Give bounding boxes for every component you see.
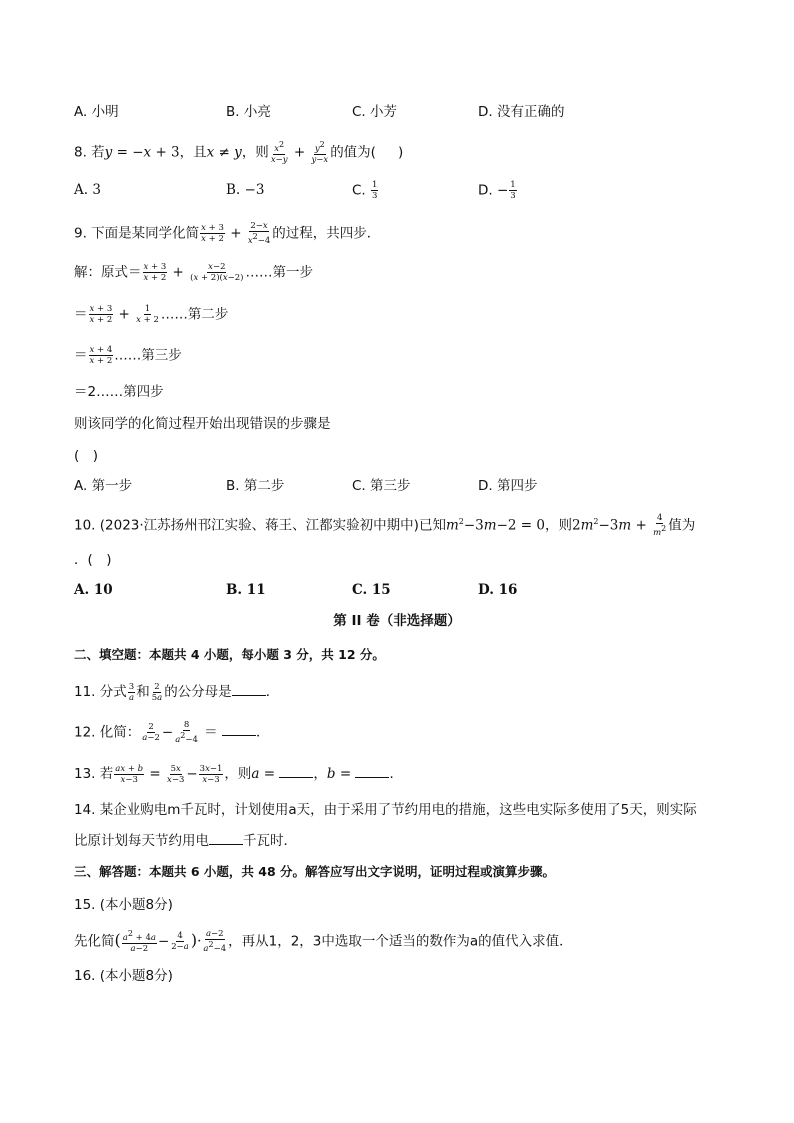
q14-blank[interactable]	[209, 830, 243, 845]
q9-option-c: C. 第三步	[352, 478, 411, 494]
section-2-title: 第 II 卷（非选择题）	[333, 613, 461, 629]
q9-option-a: A. 第一步	[74, 478, 133, 494]
q15-question: 先化简( $\frac{a^2 + 4a}{a-2}$ − $\frac{4}{2-a}$ )· $\frac{a-2}{a^2-4}$ ，再从1，2，3中选取一个适当的数作为a的值代入求值．	[74, 929, 573, 954]
q14-line-1: 14. 某企业购电m千瓦时，计划使用a天，由于采用了节约用电的措施，这些电实际多使用了5天，则实际	[74, 802, 697, 818]
q10-option-c: C. 15	[352, 582, 391, 598]
q13-question: 13. 若 $\frac{ax + b}{x-3}$ = $\frac{5x}{x-3}$ − $\frac{3x-1}{x-3}$ ，则a = ，b = ．	[74, 763, 403, 785]
q12-blank[interactable]	[222, 721, 256, 736]
q9-option-b: B. 第二步	[226, 478, 285, 494]
q13-blank-b[interactable]	[355, 763, 389, 778]
q13-blank-a[interactable]	[279, 763, 313, 778]
q9-step-1: 解：原式＝ $\frac{x + 3}{x + 2}$ + $\frac{x-2}{(x + 2)(x-2)}$ ……第一步	[74, 262, 313, 283]
q9-option-d: D. 第四步	[478, 478, 538, 494]
q9-prompt: 则该同学的化简过程开始出现错误的步骤是	[74, 416, 331, 432]
q7-option-b: B. 小亮	[226, 104, 271, 120]
q7-option-d: D. 没有正确的	[478, 104, 565, 120]
q11-blank[interactable]	[232, 681, 266, 696]
q8-option-a: A. 3	[74, 182, 101, 198]
q9-step-4: ＝2……第四步	[74, 384, 164, 400]
q7-option-a: A. 小明	[74, 104, 119, 120]
q10-question: 10. (2023·江苏扬州邗江实验、蒋王、江都实验初中期中)已知$m^2-3m-2 = 0$，则$2m^2-3m$ + $\frac{4}{m^2}$ 值为	[74, 513, 696, 538]
q8-question: 8. 若y = −x + 3，且x ≠ y，则 $\frac{x^2}{x-y}$ + $\frac{y^2}{y-x}$ 的值为( )	[74, 140, 404, 165]
q12-question: 12. 化简： $\frac{2}{a-2}$ − $\frac{8}{a^2-4}$ ＝ ．	[74, 720, 270, 745]
q8-option-d: D. − $\frac{1}{3}$	[478, 180, 516, 201]
q10-option-a: A. 10	[74, 582, 113, 598]
q9-paren: ( )	[74, 448, 99, 464]
q10-option-d: D. 16	[478, 582, 518, 598]
section-2-header: 二、填空题：本题共 4 小题，每小题 3 分，共 12 分。	[74, 647, 385, 662]
q7-option-c: C. 小芳	[352, 104, 398, 120]
q8-option-c: C. $\frac{1}{3}$	[352, 180, 378, 201]
q16-label: 16. (本小题8分)	[74, 968, 173, 984]
q14-line-2: 比原计划每天节约用电 千瓦时．	[74, 830, 297, 851]
q9-step-2: ＝ $\frac{x + 3}{x + 2}$ + $\frac{1}{x + 2}$ ……第二步	[74, 304, 229, 325]
q10-paren: ．( )	[74, 552, 112, 568]
q11-question: 11. 分式 $\frac{3}{a}$ 和 $\frac{2}{5a}$ 的公分母是 ．	[74, 681, 280, 703]
q8-option-b: B. −3	[226, 182, 265, 198]
q9-step-3: ＝ $\frac{x + 4}{x + 2}$ ……第三步	[74, 345, 182, 366]
q9-question: 9. 下面是某同学化简 $\frac{x + 3}{x + 2}$ + $\frac{2-x}{x^2-4}$ 的过程，共四步．	[74, 221, 381, 246]
q10-option-b: B. 11	[226, 582, 266, 598]
section-3-header: 三、解答题：本题共 6 小题，共 48 分。解答应写出文字说明，证明过程或演算步骤。	[74, 864, 556, 879]
q15-label: 15. (本小题8分)	[74, 897, 173, 913]
